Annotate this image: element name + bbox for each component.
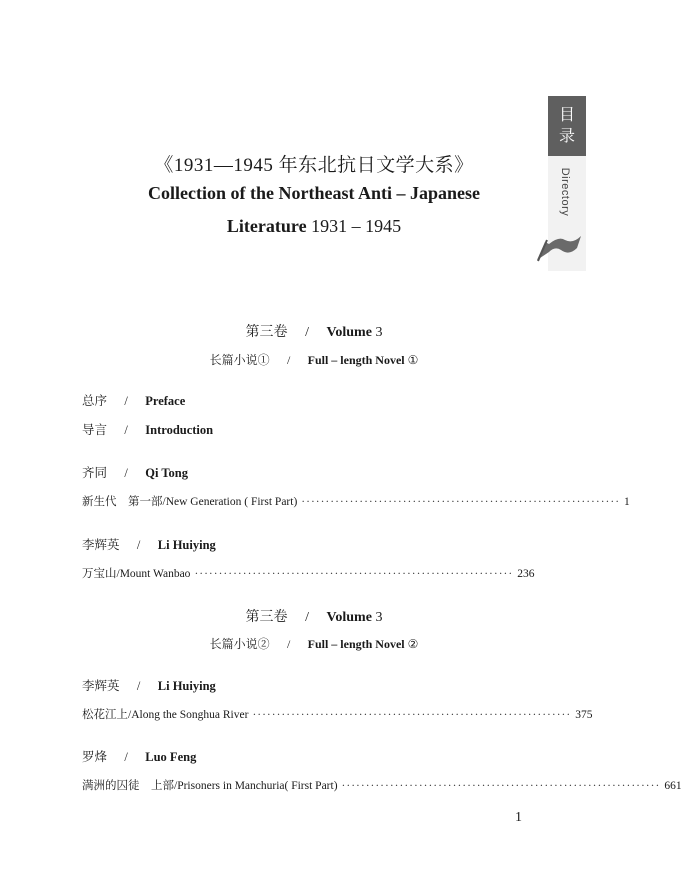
page-ref: 236 [517,568,535,580]
author-cn: 李辉英 [82,679,120,693]
leader-dots: ·································································· [341,780,661,792]
subheading-en: Full – length Novel [307,637,405,651]
directory-tab-en-label: Directory [559,167,571,217]
intro-en: Introduction [145,423,214,437]
separator: / [128,709,132,721]
page-ref: 1 [624,496,630,508]
book-title-en-literature: Literature [226,216,307,236]
volume-heading-cn: 第三卷 [245,325,288,340]
separator: / [286,637,291,651]
author-en: Li Huiying [157,538,216,552]
toc-author-luo-feng [82,747,196,765]
work-title-cn: 万宝山 [82,568,117,580]
toc-author-li-huiying-2 [82,676,216,694]
volume-heading-en: Volume [326,610,372,625]
subheading-num: ① [407,353,419,367]
author-cn: 李辉英 [82,538,120,552]
book-title-en-years: 1931 – 1945 [311,216,402,236]
separator: / [124,423,128,437]
author-cn: 罗烽 [82,750,108,764]
toc-author-li-huiying [82,535,216,553]
separator: / [162,496,166,508]
directory-tab-cn-label [548,104,586,146]
preface-en: Preface [145,394,186,408]
work-title-en: Along the Songhua River [131,709,249,721]
separator: / [174,780,178,792]
book-title-cn: 《1931—1945 年东北抗日文学大系》 [154,155,474,176]
separator: / [305,325,309,340]
volume-heading-2 [0,606,628,626]
volume-heading-num: 3 [375,610,383,625]
preface-cn: 总序 [82,394,108,408]
separator: / [124,394,128,408]
toc-preface[interactable] [82,391,185,409]
volume-heading-num: 3 [375,325,383,340]
subheading-cn: 长篇小说① [209,353,270,367]
work-title-cn: 满洲的囚徒 上部 [82,780,174,792]
work-title-en: Mount Wanbao [119,568,191,580]
volume-heading-en: Volume [326,325,372,340]
work-title-cn: 松花江上 [82,709,128,721]
page-ref: 661 [664,780,682,792]
toc-entry-new-generation[interactable] [82,493,630,509]
volume-subheading-1 [0,351,628,368]
toc-introduction[interactable] [82,420,213,438]
intro-cn: 导言 [82,423,108,437]
work-title-en: New Generation ( First Part) [165,496,298,508]
toc-entry-prisoners-manchuria[interactable] [82,777,682,793]
directory-tab-cn-1: 目 [558,105,575,124]
volume-subheading-2 [0,635,628,652]
author-en: Qi Tong [145,466,189,480]
page-number: 1 [515,810,522,825]
author-en: Li Huiying [157,679,216,693]
separator: / [136,679,141,693]
book-title-en-line1: Collection of the Northeast Anti – Japanese [148,183,480,203]
leader-dots: ·································································· [252,709,572,721]
separator: / [116,568,120,580]
leader-dots: ·································································· [301,496,621,508]
separator: / [305,610,309,625]
work-title-cn: 新生代 第一部 [82,496,163,508]
subheading-en: Full – length Novel [307,353,405,367]
toc-entry-mount-wanbao[interactable] [82,565,535,581]
separator: / [124,466,128,480]
directory-tab-cn-2: 录 [558,126,575,145]
page-ref: 375 [575,709,593,721]
separator: / [286,353,291,367]
toc-author-qi-tong [82,463,188,481]
volume-heading-1 [0,321,628,341]
author-cn: 齐同 [82,466,108,480]
separator: / [124,750,128,764]
toc-entry-songhua-river[interactable] [82,706,593,722]
book-title-en-line2 [0,216,628,237]
subheading-cn: 长篇小说② [209,637,270,651]
author-en: Luo Feng [145,750,197,764]
separator: / [136,538,141,552]
work-title-en: Prisoners in Manchuria( First Part) [177,780,338,792]
subheading-num: ② [407,637,419,651]
flag-icon [535,230,583,262]
leader-dots: ·································································· [194,568,514,580]
volume-heading-cn: 第三卷 [245,610,288,625]
